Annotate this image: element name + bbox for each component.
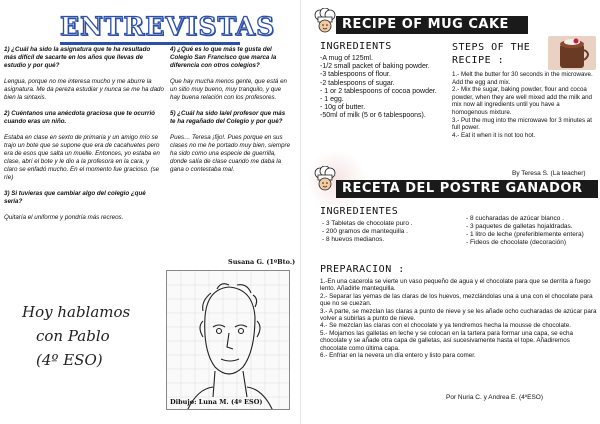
list-item: - 8 cucharadas de azúcar blanco . (466, 215, 564, 222)
mug-recipe-credit: By Teresa S. (La teacher) (512, 170, 586, 177)
hoy-line-1: Hoy hablamos (22, 303, 131, 321)
list-item: - 10g of butter. (320, 104, 366, 112)
list-item: 1.-En una cacerola se vierte un vaso pequeño de agua y el chocolate para que se derrita a fuego lento. Añadirle mantequilla. (320, 278, 591, 293)
mug-steps-list (452, 71, 596, 139)
list-item: - 1 egg. (320, 96, 344, 104)
hoy-line-3: (4º ESO) (36, 351, 103, 369)
mug-recipe-banner: RECIPE OF MUG CAKE (336, 16, 528, 34)
list-item: 6.- Enfriar en la nevera un día entero y listo para comer. (320, 352, 476, 360)
chef-hat-icon (314, 8, 336, 34)
page-fold-divider (300, 0, 301, 424)
list-item: -3 tablespoons of flour. (320, 71, 391, 79)
answer-3: Quitaría el uniforme y pondría más recreos. (4, 214, 124, 221)
answer-4: Que hay mucha menos gente, que está en un sitio muy bueno, muy tranquilo, y que hay buena relación con los profesores. (170, 78, 287, 101)
list-item: - 3 Tabletas de chocolate puro . (322, 220, 413, 227)
list-item: -A mug of 125ml. (320, 55, 373, 62)
list-item: 2.- Separar las yemas de las claras de los huevos, mezclándolas una a una con el chocolate para que no se cuezan. (320, 292, 593, 308)
hoy-line-2: con Pablo (36, 327, 110, 345)
list-item: 5.- Mojamos las galletas en leche y se colocan en la tartera para formar una capa, se echa chocolate y se añade otra capa de galletas, así sucesivamente hasta el tope. Añadiremos chocolate como última capa. (320, 329, 574, 352)
preparation-heading: PREPARACION : (320, 264, 405, 275)
question-5: 5) ¿Cuál ha sido la/el profesor que más te ha regañado del Colegio y por qué? (170, 110, 286, 125)
list-item: - Fideos de chocolate (decoración) (466, 239, 567, 246)
postre-ingredients-list-b (466, 215, 598, 247)
question-1: 1) ¿Cuál ha sido la asignatura que te ha resultado más difícil de sacarte en los años que llevas de estudio y por qué? (4, 46, 151, 69)
list-item: 4.- Se mezclan las claras con el chocolate y ya tendremos hecha la mousse de chocolate. (320, 322, 571, 330)
list-item: - 1 litro de leche (preferiblemente entera) (466, 231, 584, 238)
list-item: - 200 gramos de mantequilla . (322, 228, 408, 235)
list-item: 3.- A parte, se mezclan las claras a punto de nieve y se les añade ocho cucharadas de azúcar para volver a subirlas a punto de nieve. (320, 307, 597, 323)
mug-ingredients-list (320, 55, 446, 121)
postre-ingredients-list-a (322, 220, 462, 244)
answer-5: Pues… Teresa ¡fijo!. Pues porque en sus clases no me he portado muy bien, siempre ha sido como una especie de guerrilla, donde salía de clase cuando me daba la gana o contestaba mal. (170, 134, 291, 173)
interview-column-2 (170, 46, 292, 182)
list-item: -50ml of milk (5 or 6 tablespoons). (320, 112, 426, 120)
mug-ingredients-heading: INGREDIENTS (320, 41, 392, 52)
postre-recipe-banner: RECETA DEL POSTRE GANADOR (336, 180, 598, 198)
title-underline (60, 42, 240, 45)
portrait-drawing (166, 270, 290, 410)
list-item: - 8 huevos medianos. (322, 236, 385, 243)
portrait-sketch-icon (167, 271, 290, 410)
postre-ingredients-heading: INGREDIENTES (320, 206, 399, 217)
list-item: 3.- Put the mug into the microwave for 3 minutes at full power. (452, 116, 592, 132)
interview-column-1 (4, 46, 164, 230)
preparation-steps-list (320, 278, 598, 359)
list-item: 1.- Melt the butter for 30 seconds in the microwave. Add the egg and mix. (452, 71, 593, 86)
drawing-caption: Dibujo: Luna M. (4º ESO) (170, 398, 263, 406)
list-item: -2 tablespoons of sugar. (320, 79, 395, 87)
postre-recipe-credit: Por Nuria C. y Andrea E. (4ºESO) (446, 394, 544, 401)
question-2: 2) Cuéntanos una anécdota graciosa que te ocurrió cuando eras un niño. (4, 110, 155, 125)
answer-1: Lengua, porque no me interesa mucho y me aburre la asignatura. Me da pereza estudiar y nunca se me ha dado bien la sintaxis. (4, 78, 164, 101)
list-item: -1/2 small packet of baking powder. (320, 63, 430, 71)
mug-cake-photo (548, 36, 596, 70)
list-item: 4.- Eat it when it is not too hot. (452, 131, 536, 139)
question-3: 3) Si tuvieras que cambiar algo del colegio ¿qué sería? (4, 190, 146, 205)
question-4: 4) ¿Qué es lo que más te gusta del Colegio San Francisco que marca la diferencia con otros colegios? (170, 46, 277, 69)
answer-2: Estaba en clase en sexto de primaria y un amigo mío se trajo un bote que se supone que era de cacahuetes pero era de esos que salta un muelle. Entonces, yo estaba en clase, abrí el bote y le dio a la profesora en la cara, y claro se enfadó mucho. En el momento fue gracioso. (se ríe) (4, 134, 160, 181)
interviewee-note (22, 300, 142, 372)
interviewer-signature: Susana G. (1ºBto.) (228, 258, 296, 266)
chef-hat-icon (314, 166, 336, 192)
list-item: 2.- Mix the sugar, baking powder, flour and cocoa powder, when they are well mixed add the milk and mix now all ingredients until you have a homogenous mixture. (452, 86, 592, 116)
list-item: - 3 paquetes de galletas hojaldradas. (466, 223, 573, 230)
list-item: - 1 or 2 tablespoons of cocoa powder. (320, 87, 437, 95)
page-title: ENTREVISTAS (60, 12, 276, 41)
mug-steps-heading: STEPS OF THE RECIPE : (452, 42, 531, 66)
